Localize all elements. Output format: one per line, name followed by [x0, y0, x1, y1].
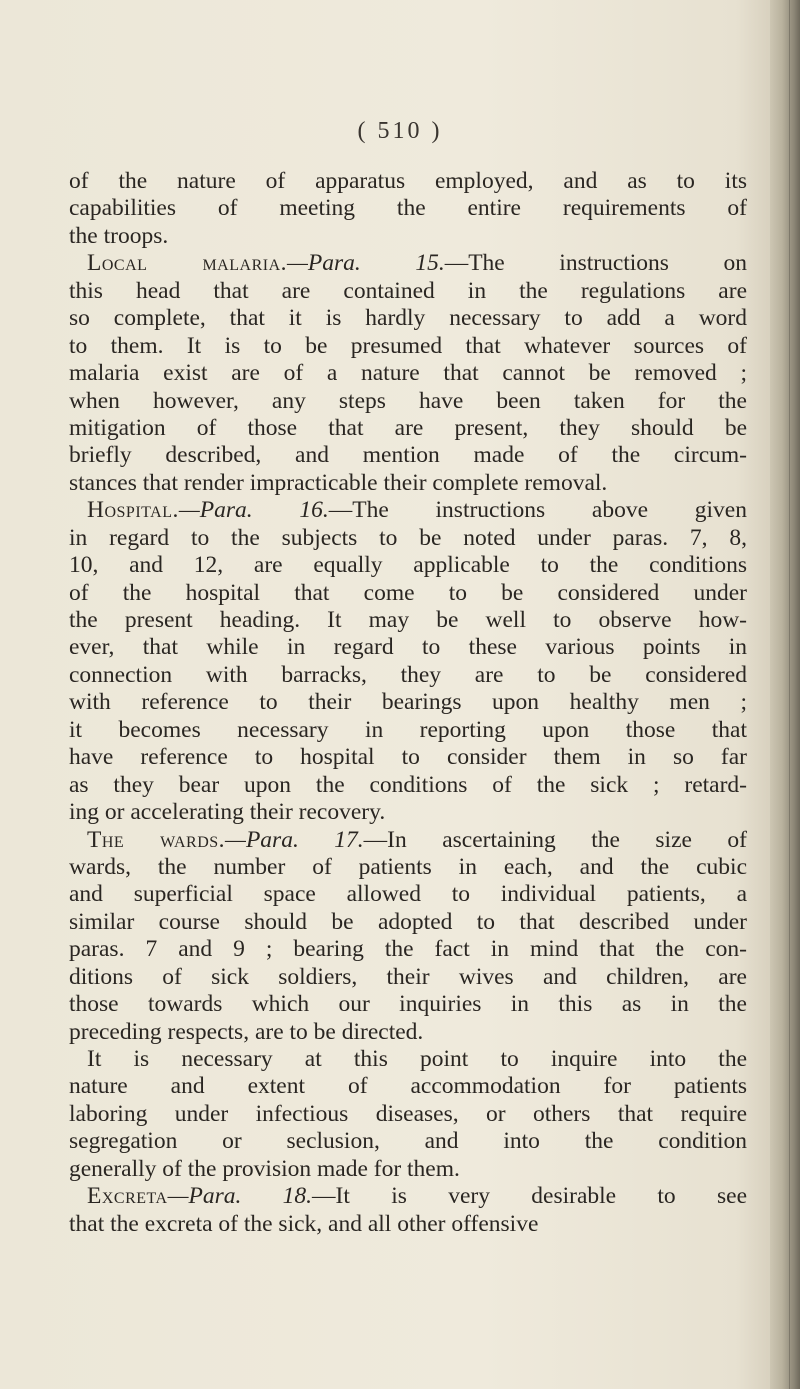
- line-text: paras. 7 and 9 ; bearing the fact in mind that the con-: [69, 936, 747, 963]
- text-line: [69, 360, 747, 387]
- text-line: [69, 1183, 747, 1210]
- line-text: so complete, that it is hardly necessary to add a word: [69, 305, 747, 332]
- book-spine-shadow: [770, 0, 800, 1389]
- text-line: [69, 415, 747, 442]
- line-text: of the nature of apparatus employed, and as to its: [69, 168, 747, 194]
- line-text: —The instructions on: [444, 250, 747, 277]
- line-text: It is necessary at this point to inquire into the: [87, 1046, 747, 1072]
- text-line: [69, 442, 747, 469]
- line-text: 10, and 12, are equally applicable to the conditions: [69, 552, 747, 579]
- text-line: [69, 1128, 747, 1155]
- line-text: that the excreta of the sick, and all other offensive: [69, 1210, 539, 1237]
- text-line: [69, 470, 747, 497]
- section-heading: The wards.: [87, 826, 226, 853]
- text-line: [69, 168, 747, 195]
- paragraph-reference: —Para. 18.: [167, 1183, 313, 1210]
- line-text: similar course should be adopted to that described under: [69, 908, 747, 935]
- text-line: [69, 744, 747, 771]
- line-text: wards, the number of patients in each, and the cubic: [69, 853, 747, 880]
- line-text: —It is very desirable to see: [312, 1183, 747, 1210]
- text-line: [69, 1156, 747, 1183]
- text-line: [69, 388, 747, 415]
- text-line: [69, 717, 747, 744]
- text-line: [69, 305, 747, 332]
- text-line: [69, 991, 747, 1018]
- line-text: preceding respects, are to be directed.: [69, 1018, 424, 1045]
- line-text: ever, that while in regard to these various points in: [69, 634, 747, 661]
- text-line: [69, 964, 747, 991]
- line-text: have reference to hospital to consider them in so far: [69, 744, 747, 771]
- line-text: segregation or seclusion, and into the condition: [69, 1128, 747, 1155]
- line-text: as they bear upon the conditions of the sick ; retard-: [69, 771, 747, 798]
- line-text: malaria exist are of a nature that cannot be removed ;: [69, 360, 747, 387]
- line-text: ing or accelerating their recovery.: [69, 799, 386, 826]
- book-gutter-line: [789, 0, 790, 1389]
- section-heading: Hospital.: [87, 497, 179, 524]
- text-line: [69, 250, 747, 277]
- text-line: [69, 552, 747, 579]
- line-text: stances that render impracticable their complete removal.: [69, 469, 608, 496]
- line-text: ditions of sick soldiers, their wives and children, are: [69, 963, 747, 990]
- text-line: [69, 607, 747, 634]
- line-text: generally of the provision made for them.: [69, 1155, 460, 1182]
- line-text: the present heading. It may be well to observe how-: [69, 607, 747, 633]
- line-text: mitigation of those that are present, they should be: [69, 414, 747, 441]
- text-line: [69, 909, 747, 936]
- line-text: laboring under infectious diseases, or others that require: [69, 1100, 747, 1127]
- line-text: the troops.: [69, 222, 169, 249]
- line-text: when however, any steps have been taken for the: [69, 387, 747, 414]
- line-text: with reference to their bearings upon healthy men ;: [69, 689, 747, 716]
- section-heading: Local malaria.: [87, 250, 287, 277]
- text-line: [69, 634, 747, 661]
- text-line: [69, 772, 747, 799]
- line-text: of the hospital that come to be considered under: [69, 579, 747, 606]
- text-line: [69, 1073, 747, 1100]
- text-line: [69, 881, 747, 908]
- text-line: [69, 525, 747, 552]
- text-line: [69, 689, 747, 716]
- text-line: [69, 333, 747, 360]
- text-line: [69, 1046, 747, 1073]
- body-text: [69, 168, 747, 1238]
- line-text: it becomes necessary in reporting upon those that: [69, 716, 747, 743]
- line-text: and superficial space allowed to individual patients, a: [69, 881, 747, 908]
- line-text: briefly described, and mention made of the circum-: [69, 442, 747, 469]
- text-line: [69, 223, 747, 250]
- text-line: [69, 827, 747, 854]
- text-line: [69, 580, 747, 607]
- text-line: [69, 1211, 747, 1238]
- paragraph-reference: —Para. 15.: [287, 250, 445, 277]
- text-line: [69, 1019, 747, 1046]
- text-line: [69, 799, 747, 826]
- line-text: to them. It is to be presumed that whatever sources of: [69, 332, 747, 359]
- line-text: —The instructions above given: [328, 497, 747, 524]
- paragraph-reference: —Para. 17.: [225, 826, 364, 853]
- text-line: [69, 1101, 747, 1128]
- text-line: [69, 497, 747, 524]
- text-line: [69, 662, 747, 689]
- page-number: ( 510 ): [357, 118, 443, 144]
- text-line: [69, 854, 747, 881]
- paragraph-reference: —Para. 16.: [178, 497, 329, 524]
- line-text: in regard to the subjects to be noted under paras. 7, 8,: [69, 524, 747, 551]
- line-text: those towards which our inquiries in this as in the: [69, 991, 747, 1018]
- text-line: [69, 195, 747, 222]
- section-heading: Excreta: [87, 1183, 168, 1210]
- line-text: —In ascertaining the size of: [363, 826, 747, 853]
- line-text: nature and extent of accommodation for patients: [69, 1073, 747, 1100]
- line-text: connection with barracks, they are to be considered: [69, 661, 747, 688]
- line-text: capabilities of meeting the entire requirements of: [69, 195, 747, 222]
- text-line: [69, 278, 747, 305]
- line-text: this head that are contained in the regulations are: [69, 277, 747, 304]
- text-line: [69, 936, 747, 963]
